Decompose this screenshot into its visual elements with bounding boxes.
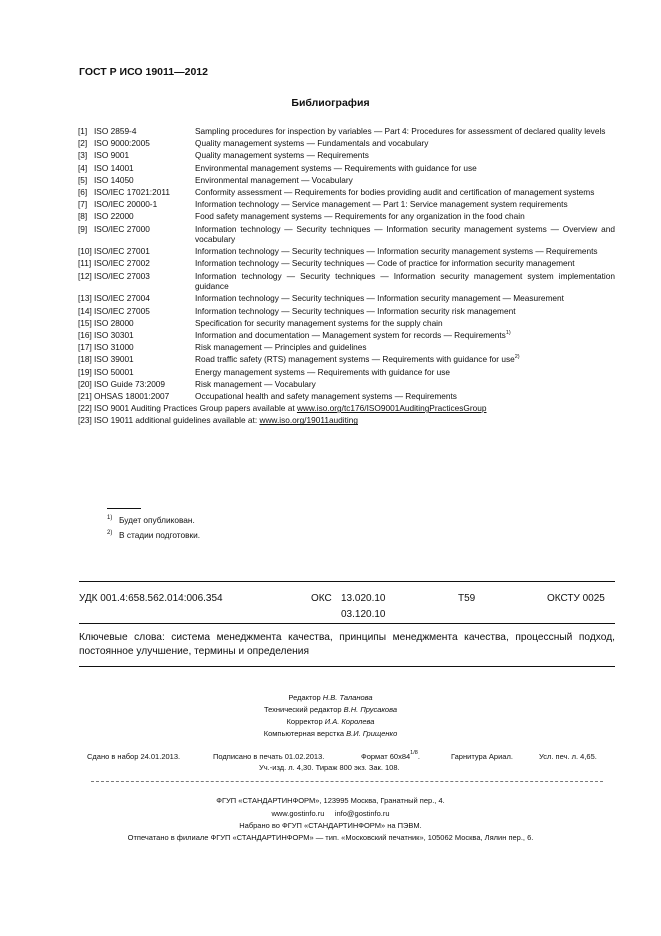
entry-title-text: Information and documentation — Management system for records — Requirements bbox=[195, 330, 506, 340]
entry-number: [19] bbox=[78, 366, 92, 377]
footnote-ref: 2) bbox=[514, 354, 520, 361]
bibliography-entry bbox=[78, 379, 615, 390]
publisher-email[interactable]: info@gostinfo.ru bbox=[334, 809, 390, 818]
entry-text bbox=[94, 403, 615, 414]
entry-title bbox=[195, 199, 615, 210]
divider-line bbox=[79, 581, 615, 582]
entry-title bbox=[195, 138, 615, 149]
entry-number: [12] bbox=[78, 270, 92, 281]
credit-proofreader bbox=[0, 716, 661, 728]
entry-number: [8] bbox=[78, 211, 88, 222]
entry-title bbox=[195, 258, 615, 269]
entry-code: ISO 22000 bbox=[94, 211, 134, 222]
oks-code-2: 03.120.10 bbox=[341, 609, 386, 620]
entry-title-text: Food safety management systems — Requirements for any organization in the food chain bbox=[195, 211, 525, 222]
entry-title-text: Information technology — Security techniques — Code of practice for information security management bbox=[195, 258, 575, 269]
footnote-divider bbox=[107, 508, 141, 509]
entry-code: ISO/IEC 27002 bbox=[94, 258, 150, 269]
footnote-text: В стадии подготовки. bbox=[119, 530, 201, 540]
footnote-ref: 1) bbox=[505, 330, 511, 336]
print-sheets: Усл. печ. л. 4,65. bbox=[539, 752, 597, 761]
entry-title-text: Information technology — Security techniques — Information security management system implementation guidance bbox=[195, 270, 615, 292]
credit-name: Н.В. Таланова bbox=[322, 693, 373, 702]
entry-title-text: Quality management systems — Fundamentals and vocabulary bbox=[195, 138, 429, 149]
credit-role: Редактор bbox=[288, 693, 321, 702]
divider-line bbox=[79, 666, 615, 667]
entry-code: ISO/IEC 20000-1 bbox=[94, 199, 158, 210]
entry-number: [22] bbox=[78, 403, 92, 414]
entry-title-text: Environmental management systems — Requirements with guidance for use bbox=[195, 162, 477, 173]
entry-title bbox=[195, 126, 615, 137]
entry-number: [20] bbox=[78, 378, 92, 389]
printed-info: Отпечатано в филиале ФГУП «СТАНДАРТИНФОРМ» — тип. «Московский печатник», 105062 Москва, Лялин пер., 6. bbox=[127, 833, 534, 842]
format-text: Формат 60x84 bbox=[361, 752, 411, 761]
bibliography-entry bbox=[78, 175, 615, 186]
bibliography-list bbox=[78, 126, 615, 428]
footnote-2 bbox=[107, 530, 200, 540]
entry-number: [9] bbox=[78, 223, 88, 234]
bibliography-entry bbox=[78, 187, 615, 198]
group-code: Т59 bbox=[458, 593, 476, 604]
publisher-contacts bbox=[0, 808, 661, 821]
entry-title-text: Conformity assessment — Requirements for bodies providing audit and certification of management systems bbox=[195, 186, 595, 197]
entry-title bbox=[195, 342, 615, 353]
entry-number: [14] bbox=[78, 305, 92, 316]
entry-number: [4] bbox=[78, 162, 88, 173]
bibliography-entry bbox=[78, 150, 615, 161]
entry-title bbox=[195, 367, 615, 378]
entry-title bbox=[195, 318, 615, 329]
entry-code: ISO/IEC 27001 bbox=[94, 246, 150, 257]
entry-title-text: Risk management — Principles and guidelines bbox=[195, 342, 367, 353]
entry-title-text: Information technology — Service management — Part 1: Service management system requirements bbox=[195, 199, 568, 210]
bibliography-entry bbox=[78, 271, 615, 292]
entry-title bbox=[195, 293, 615, 304]
entry-number: [10] bbox=[78, 246, 92, 257]
entry-title-text: Specification for security management systems for the supply chain bbox=[195, 317, 443, 328]
entry-number: [5] bbox=[78, 174, 88, 185]
entry-title-text: Information technology — Security techniques — Information security management systems — Requirements bbox=[195, 246, 598, 257]
entry-code: ISO 31000 bbox=[94, 342, 134, 353]
entry-title-text: Road traffic safety (RTS) management systems — Requirements with guidance for use bbox=[195, 354, 515, 365]
entry-title-text: Information technology — Security techniques — Information security risk management bbox=[195, 305, 516, 316]
entry-number: [7] bbox=[78, 199, 88, 210]
entry-number: [11] bbox=[78, 258, 92, 269]
entry-title bbox=[195, 150, 615, 161]
entry-number: [6] bbox=[78, 186, 88, 197]
typeface: Гарнитура Ариал. bbox=[451, 752, 513, 761]
entry-title bbox=[195, 224, 615, 245]
bibliography-entry bbox=[78, 211, 615, 222]
credit-role: Корректор bbox=[286, 717, 323, 726]
paper-format: Формат $60x84^{1/8}$. bbox=[361, 750, 420, 761]
entry-number: [3] bbox=[78, 150, 88, 161]
entry-lead-text: ISO 9001 Auditing Practices Group papers available at bbox=[94, 403, 297, 414]
entry-number: [13] bbox=[78, 293, 92, 304]
dashed-divider bbox=[91, 781, 603, 782]
bibliography-entry bbox=[78, 330, 615, 341]
document-header: ГОСТ Р ИСО 19011—2012 bbox=[79, 66, 208, 78]
okstu-code: ОКСТУ 0025 bbox=[547, 593, 605, 604]
entry-code: ISO/IEC 27003 bbox=[94, 270, 150, 281]
entry-code: ISO 14050 bbox=[94, 174, 134, 185]
bibliography-entry bbox=[78, 415, 615, 426]
entry-number: [21] bbox=[78, 390, 92, 401]
entry-code: ISO 50001 bbox=[94, 366, 134, 377]
bibliography-entry bbox=[78, 403, 615, 414]
credit-role: Компьютерная верстка bbox=[263, 729, 345, 738]
udk-code: УДК 001.4:658.562.014:006.354 bbox=[79, 593, 223, 604]
entry-title-text: Sampling procedures for inspection by variables — Part 4: Procedures for assessment of declared quality levels bbox=[195, 126, 606, 136]
edition-info: Уч.-изд. л. 4,30. Тираж 800 экз. Зак. 108. bbox=[259, 763, 400, 772]
entry-link[interactable]: www.iso.org/19011auditing bbox=[259, 415, 359, 426]
bibliography-entry bbox=[78, 138, 615, 149]
entry-title bbox=[195, 175, 615, 186]
entry-number: [1] bbox=[78, 126, 88, 136]
entry-title-text: Occupational health and safety management systems — Requirements bbox=[195, 390, 457, 401]
entry-code: ISO/IEC 17021:2011 bbox=[94, 186, 170, 197]
entry-title-text: Energy management systems — Requirements with guidance for use bbox=[195, 366, 451, 377]
bibliography-entry bbox=[78, 306, 615, 317]
bibliography-entry bbox=[78, 163, 615, 174]
oks-code-1: 13.020.10 bbox=[341, 593, 386, 604]
entry-title bbox=[195, 379, 615, 390]
entry-code: ISO 9000:2005 bbox=[94, 138, 150, 149]
entry-code: ISO 9001 bbox=[94, 150, 130, 161]
bibliography-entry bbox=[78, 342, 615, 353]
bibliography-entry bbox=[78, 258, 615, 269]
bibliography-title: Библиография bbox=[291, 97, 370, 109]
entry-title-text: Risk management — Vocabulary bbox=[195, 378, 316, 389]
bibliography-entry bbox=[78, 391, 615, 402]
entry-title bbox=[195, 306, 615, 317]
footnote-mark: 1) bbox=[107, 515, 113, 521]
entry-link[interactable]: www.iso.org/tc176/ISO9001AuditingPracticesGroup bbox=[296, 403, 487, 414]
bibliography-entry bbox=[78, 126, 615, 137]
publisher-site[interactable]: www.gostinfo.ru bbox=[271, 809, 325, 818]
bibliography-entry bbox=[78, 354, 615, 365]
credit-tech-editor bbox=[0, 704, 661, 716]
divider-line bbox=[79, 623, 615, 624]
typeset-info: Набрано во ФГУП «СТАНДАРТИНФОРМ» на ПЭВМ. bbox=[239, 821, 422, 830]
bibliography-entry bbox=[78, 224, 615, 245]
entry-number: [15] bbox=[78, 317, 92, 328]
entry-number: [17] bbox=[78, 342, 92, 353]
entry-code: ISO Guide 73:2009 bbox=[94, 378, 166, 389]
format-fraction: 1/8 bbox=[410, 750, 418, 756]
entry-number: [23] bbox=[78, 415, 92, 426]
signed-date: Подписано в печать 01.02.2013. bbox=[213, 752, 325, 761]
publisher-address: ФГУП «СТАНДАРТИНФОРМ», 123995 Москва, Гранатный пер., 4. bbox=[216, 796, 445, 805]
keywords: Ключевые слова: система менеджмента качества, принципы менеджмента качества, процессный подход, постоянное улучшение, термины и определения bbox=[79, 632, 615, 657]
entry-title bbox=[195, 163, 615, 174]
credit-name: И.А. Королева bbox=[324, 717, 375, 726]
bibliography-entry bbox=[78, 367, 615, 378]
credit-name: В.Н. Прусакова bbox=[343, 705, 398, 714]
entry-title bbox=[195, 246, 615, 257]
entry-code: ISO 14001 bbox=[94, 162, 134, 173]
footnote-1 bbox=[107, 515, 195, 525]
entry-title-text: Quality management systems — Requirements bbox=[195, 150, 369, 161]
entry-text bbox=[94, 415, 615, 426]
entry-code: ISO/IEC 27004 bbox=[94, 293, 150, 304]
bibliography-entry bbox=[78, 199, 615, 210]
entry-number: [16] bbox=[78, 330, 92, 340]
entry-title bbox=[195, 211, 615, 222]
entry-title bbox=[195, 187, 615, 198]
entry-title bbox=[195, 271, 615, 292]
entry-code: ISO 28000 bbox=[94, 317, 134, 328]
credit-layout bbox=[0, 728, 661, 740]
footnote-text: Будет опубликован. bbox=[119, 515, 195, 525]
credit-name: В.И. Грищенко bbox=[346, 729, 398, 738]
credit-role: Технический редактор bbox=[263, 705, 342, 714]
footnote-mark: 2) bbox=[107, 530, 113, 536]
entry-title bbox=[195, 391, 615, 402]
bibliography-entry bbox=[78, 246, 615, 257]
entry-lead-text: ISO 19011 additional guidelines available at: bbox=[94, 415, 260, 426]
entry-code: ISO 39001 bbox=[94, 354, 134, 365]
entry-number: [18] bbox=[78, 354, 92, 365]
entry-number: [2] bbox=[78, 138, 88, 149]
oks-label: ОКС bbox=[311, 593, 332, 604]
entry-title bbox=[195, 330, 615, 341]
entry-code: OHSAS 18001:2007 bbox=[94, 390, 170, 401]
bibliography-entries bbox=[78, 126, 615, 402]
bibliography-entry bbox=[78, 318, 615, 329]
bibliography-entry bbox=[78, 293, 615, 304]
entry-title bbox=[195, 354, 615, 365]
credit-editor bbox=[0, 692, 661, 704]
entry-code: ISO 2859-4 bbox=[94, 126, 137, 136]
entry-code: ISO 30301 bbox=[94, 330, 134, 340]
entry-title-text: Information technology — Security techniques — Information security management — Measurement bbox=[195, 293, 564, 304]
entry-title-text: Environmental management — Vocabulary bbox=[195, 174, 353, 185]
entry-title-text: Information technology — Security techniques — Information security management systems — Overview and vocabulary bbox=[195, 223, 615, 245]
submitted-date: Сдано в набор 24.01.2013. bbox=[87, 752, 181, 761]
entry-code: ISO/IEC 27000 bbox=[94, 223, 150, 234]
entry-code: ISO/IEC 27005 bbox=[94, 305, 150, 316]
